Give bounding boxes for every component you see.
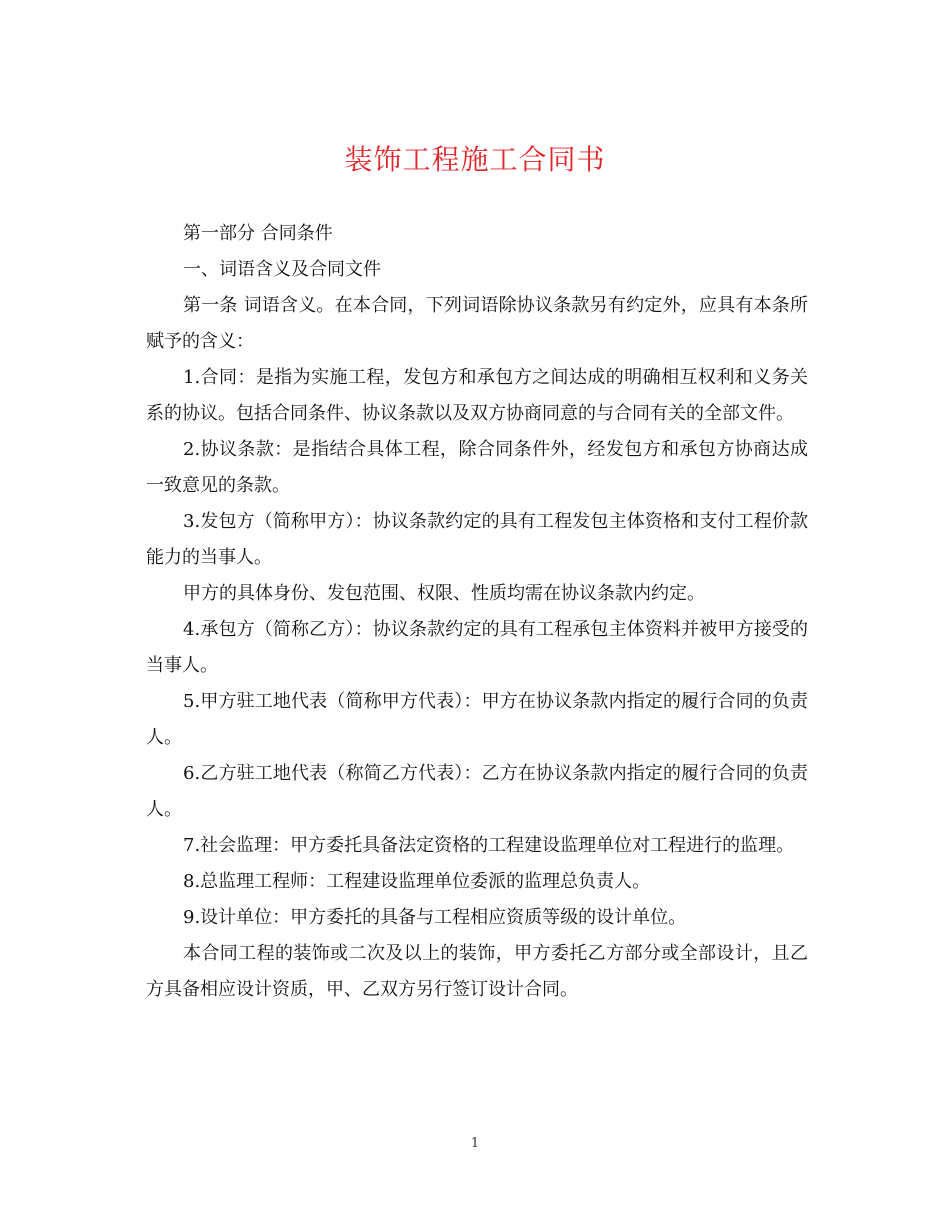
paragraph-party-a-note: 甲方的具体身份、发包范围、权限、性质均需在协议条款内约定。 <box>183 583 705 604</box>
paragraph-item-9: 9.设计单位：甲方委托的具备与工程相应资质等级的设计单位。 <box>183 907 687 928</box>
paragraph-item-8: 8.总监理工程师：工程建设监理单位委派的监理总负责人。 <box>183 871 651 892</box>
page-number: 1 <box>470 1136 480 1151</box>
paragraph-section-heading: 一、词语含义及合同文件 <box>183 259 381 280</box>
paragraph-item-7: 7.社会监理：甲方委托具备法定资格的工程建设监理单位对工程进行的监理。 <box>183 835 795 856</box>
paragraph-article-1: 第一条 词语含义。在本合同，下列词语除协议条款另有约定外，应具有本条所赋予的含义： <box>146 295 808 352</box>
paragraph-design-note: 本合同工程的装饰或二次及以上的装饰，甲方委托乙方部分或全部设计，且乙方具备相应设计资质，甲、乙双方另行签订设计合同。 <box>146 943 808 1000</box>
paragraph-item-4: 4.承包方（简称乙方）：协议条款约定的具有工程承包主体资料并被甲方接受的当事人。 <box>146 619 808 676</box>
paragraph-item-1: 1.合同：是指为实施工程，发包方和承包方之间达成的明确相互权利和义务关系的协议。包括合同条件、协议条款以及双方协商同意的与合同有关的全部文件。 <box>146 367 808 424</box>
paragraph-item-3: 3.发包方（简称甲方）：协议条款约定的具有工程发包主体资格和支付工程价款能力的当事人。 <box>146 511 808 568</box>
paragraph-item-5: 5.甲方驻工地代表（简称甲方代表）：甲方在协议条款内指定的履行合同的负责人。 <box>146 691 808 748</box>
document-body <box>146 216 808 1008</box>
paragraph-item-6: 6.乙方驻工地代表（称简乙方代表）：乙方在协议条款内指定的履行合同的负责人。 <box>146 763 808 820</box>
document-title: 装饰工程施工合同书 <box>344 143 606 176</box>
paragraph-item-2: 2.协议条款：是指结合具体工程，除合同条件外，经发包方和承包方协商达成一致意见的条款。 <box>146 439 808 496</box>
paragraph-part-heading: 第一部分 合同条件 <box>183 223 333 244</box>
